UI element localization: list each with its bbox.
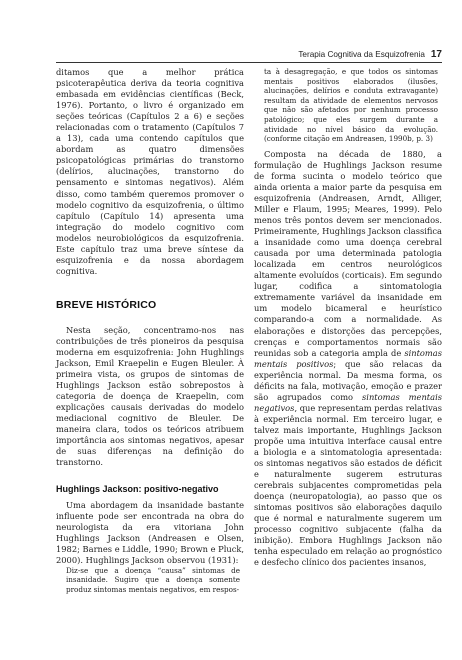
paragraph-jackson-formulation — [254, 149, 442, 569]
block-quote-continued: ta à desagregação, e que todos os sintomas mentais positivos elaborados (ilusões, alucinações, delírios e conduta extravagante) resultam da atividade de elementos nervosos que não são afetados por nenhum processo patológico; que eles surgem durante a atividade no nível básico da evolução. (conforme citação em Andreasen, 1990b, p. 3) — [264, 67, 438, 144]
running-title: Terapia Cognitiva da Esquizofrenia — [298, 50, 425, 59]
left-column — [56, 67, 244, 595]
emphasis-positive-symptoms: sintomas mentais positivos — [254, 347, 442, 369]
page-number: 17 — [430, 49, 442, 60]
paragraph-jackson-intro: Uma abordagem da insanidade bastante influente pode ser encontrada na obra do neurologista da era vitoriana John Hughlings Jackson (Andreasen e Olsen, 1982; Barnes e Liddle, 1990; Brown e Pluck, 2000). Hughlings Jackson observou (1931): — [56, 499, 245, 565]
paragraph-text-c: , que representam perdas relativas à experiência normal. Em terceiro lugar, e talvez mais importante, Hughlings Jackson propõe uma intuitiva interface causal entre a biologia e a sintomatologia apresentada: os sintomas negativos são estados de déficit e naturalmente sugerem estruturas cerebrais subjacentes comprometidas pela doença (neuropatologia), ao passo que os sintomas positivos são elaborações daquilo que é normal e naturalmente sugerem um processo cognitivo subjacente (falha da inibição). Embora Hughlings Jackson não tenha especulado em relação ao prognóstico e desfecho clínico dos pacientes insanos, — [254, 402, 442, 568]
paragraph-section-intro: Nesta seção, concentramo-nos nas contribuições de três pioneiros da pesquisa moderna em esquizofrenia: John Hughlings Jackson, Emil Kraepelin e Eugen Bleuler. À primeira vista, os grupos de sintomas de Hughlings Jackson estão sobrepostos à categoria de doença de Kraepelin, com explicações causais derivadas do modelo mediacional cognitivo de Bleuler. De maneira clara, todos os teóricos atribuem importância aos sintomas negativos, apesar de suas diferenças na definição do transtorno. — [56, 324, 244, 468]
section-heading: BREVE HISTÓRICO — [56, 298, 157, 311]
subsection-heading: Hughlings Jackson: positivo-negativo — [56, 483, 219, 494]
header-rule — [56, 62, 442, 63]
emphasis-negative-symptoms: sintomas mentais negativos — [254, 391, 442, 413]
paragraph-intro-continued: ditamos que a melhor prática psicoterapêutica deriva da teoria cognitiva embasada em evidências científicas (Beck, 1976). Portanto, o livro é organizado em seções teóricas (Capítulos 2 a 6) e seções relacionadas com o tratamento (Capítulos 7 a 13), cada uma contendo capítulos que abordam as quatro dimensões psicopatológicas primárias do transtorno (delírios, alucinações, transtorno do pensamento e sintomas negativos). Além disso, como também queremos promover o modelo cognitivo da esquizofrenia, o último capítulo (Capítulo 14) apresenta uma integração do modelo cognitivo com modelos neurobiológicos da esquizofrenia. Este capítulo traz uma breve síntese da esquizofrenia e da nossa abordagem cognitiva. — [56, 67, 244, 276]
block-quote-start: Diz-se que a doença “causa” sintomas de insanidade. Sugiro que a doença somente produz sintomas mentais negativos, em respos- — [66, 565, 240, 594]
paragraph-text-a: Composta na década de 1880, a formulação de Hughlings Jackson resume de forma sucinta o modelo teórico que ainda orienta a maior parte da pesquisa em esquizofrenia (Andreasen, Arndt, Alliger, Miller e Flaum, 1995; Meares, 1999). Pelo menos três pontos devem ser mencionados. Primeiramente, Hughlings Jackson classifica a insanidade como uma doença cerebral causada por uma determinada patologia localizada em centros neurológicos altamente evoluídos (corticais). Em segundo lugar, codifica a sintomatologia extremamente variável da insanidade em um modelo bicameral e heurístico comparando-a com a normalidade. As elaborações e distorções das percepções, crenças e comportamentos normais são reunidas sob a categoria ampla de — [254, 148, 443, 358]
paragraph-text-b: ; que são relacas da experiência normal. Da mesma forma, os déficits na fala, motivação, emoção e prazer são agrupados como — [254, 358, 442, 402]
running-header — [298, 49, 442, 60]
right-column — [254, 67, 442, 569]
